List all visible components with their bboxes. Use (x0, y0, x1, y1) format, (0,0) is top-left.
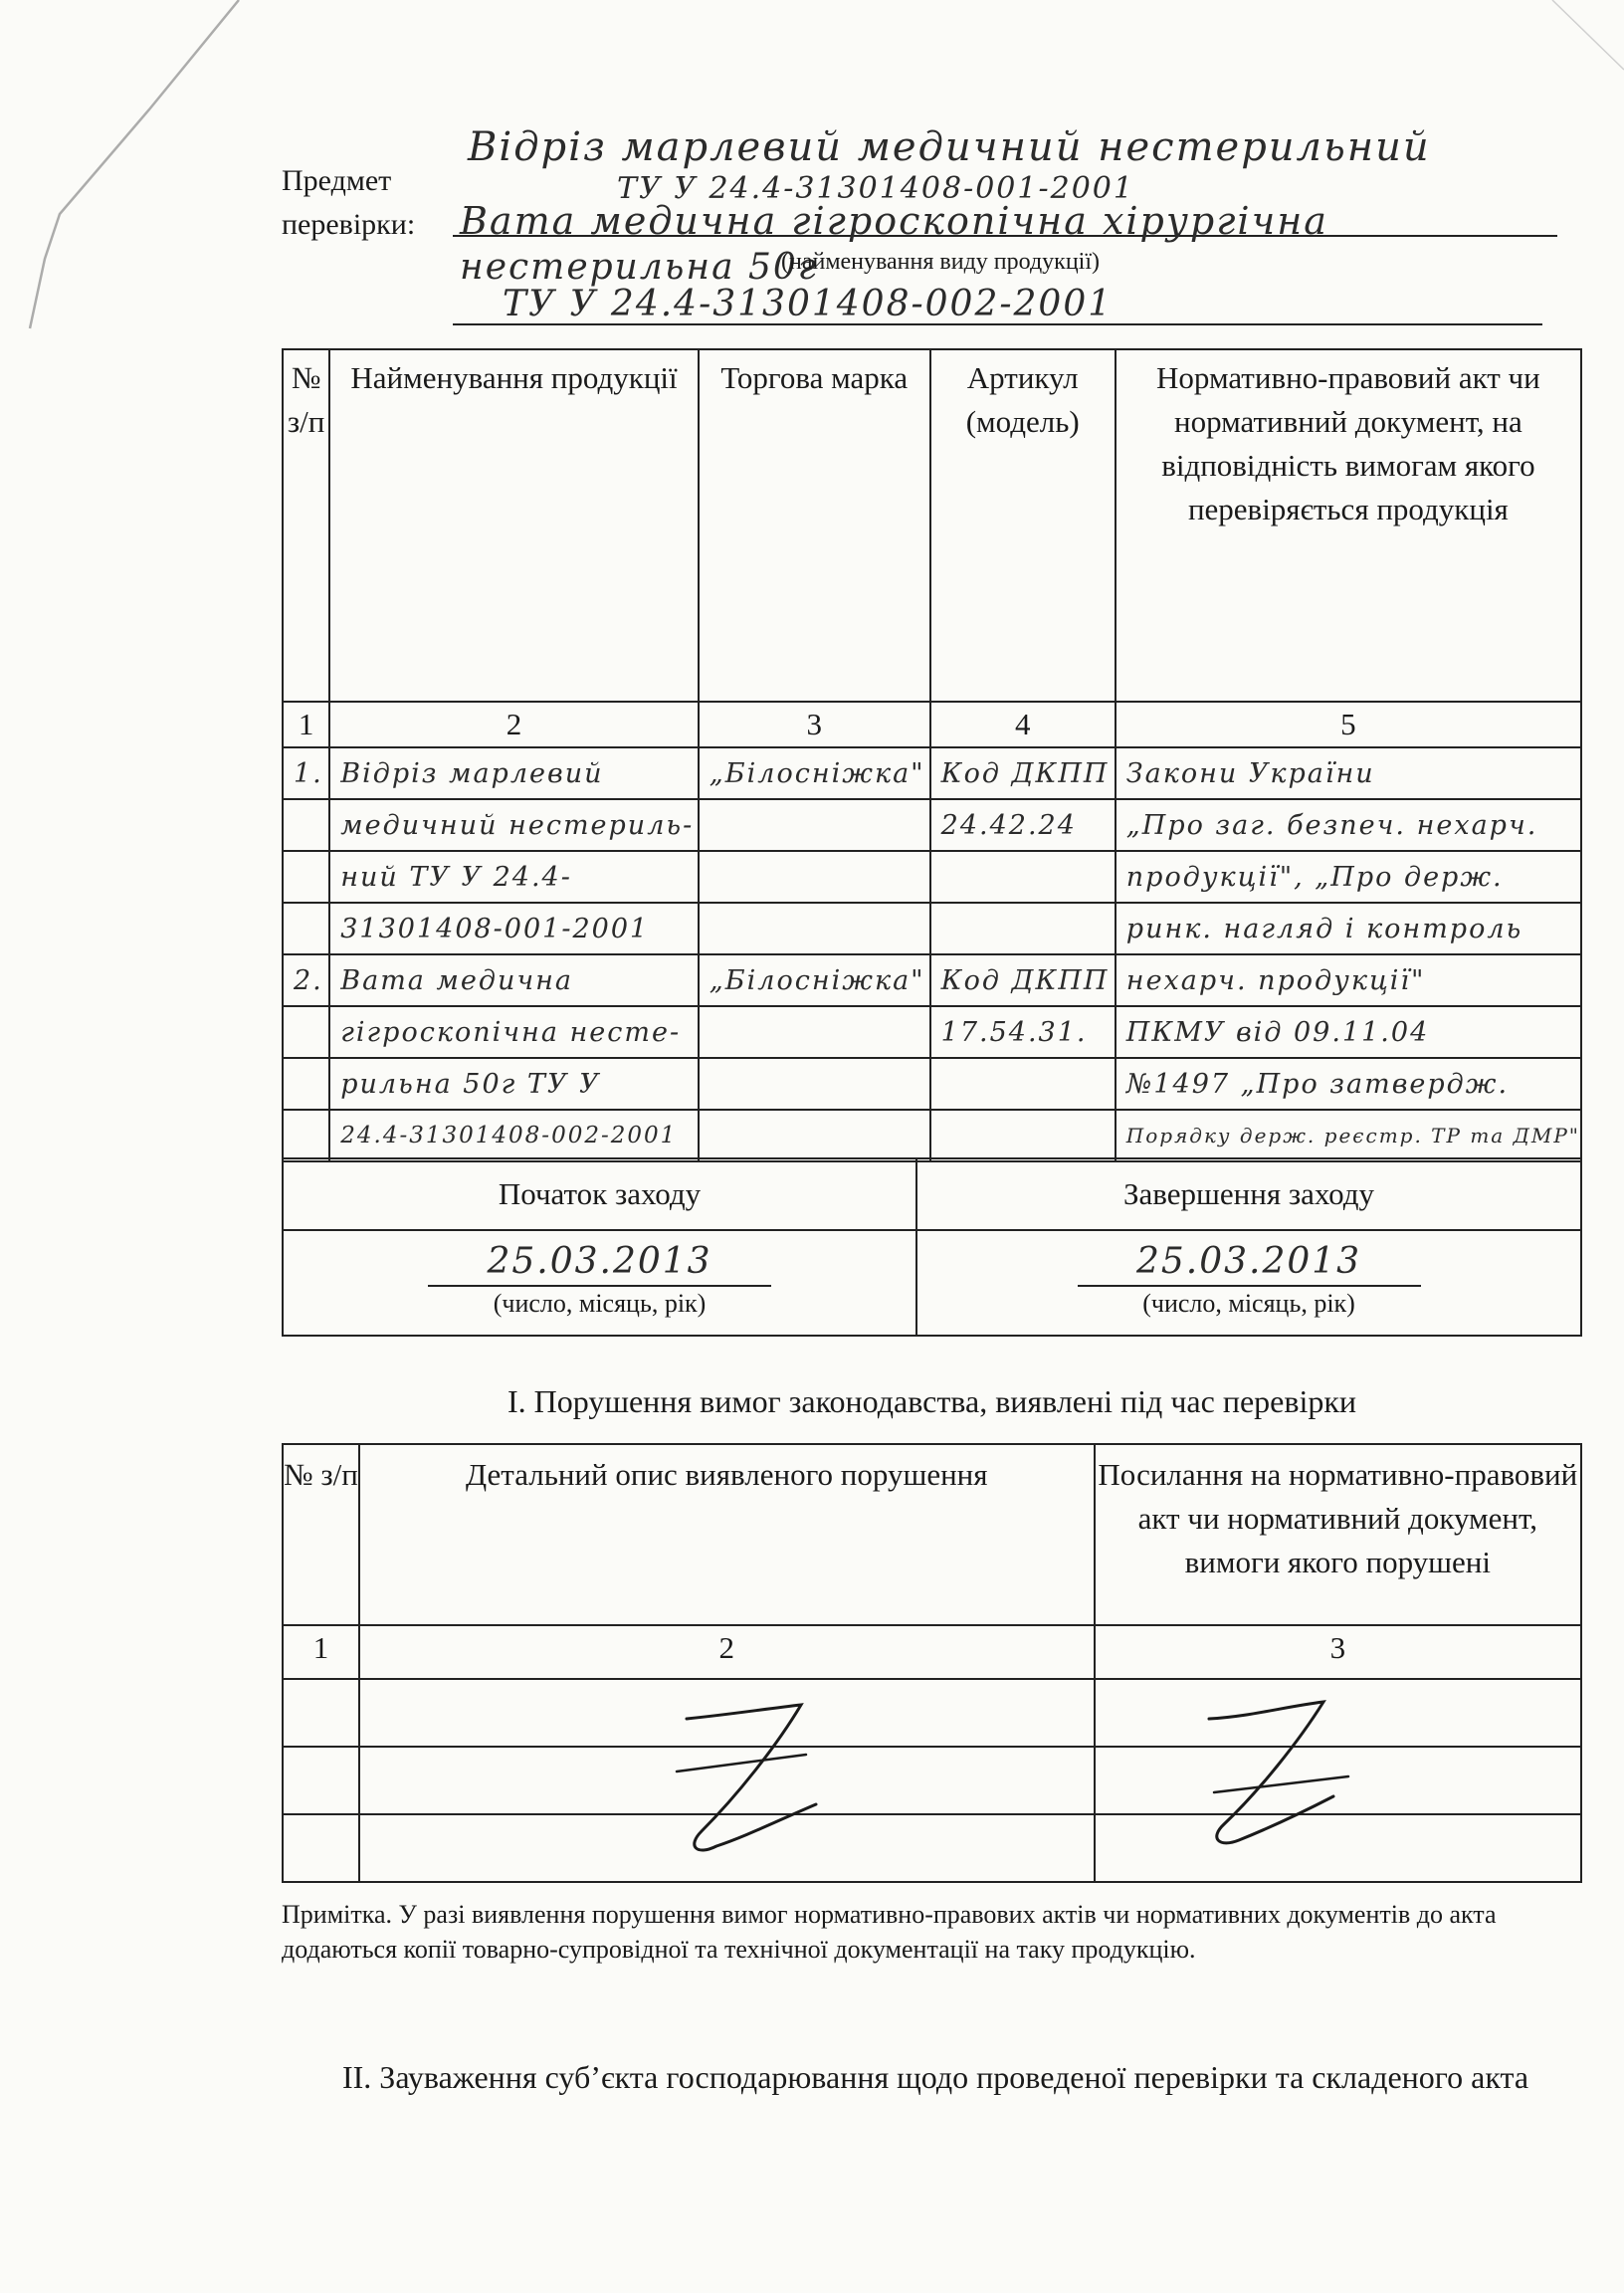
cell-product-name: Вата медична (329, 954, 699, 1006)
cell-article (930, 1110, 1116, 1161)
table-row (283, 799, 1581, 851)
cell-product-name: 24.4-31301408-002-2001 (329, 1110, 699, 1161)
column-number: 1 (283, 1625, 359, 1679)
header-number: № з/п (283, 1444, 359, 1625)
column-number: 4 (930, 702, 1116, 747)
cell-number (283, 851, 329, 903)
cell-normative-doc: ринк. нагляд і контроль (1116, 903, 1581, 954)
cell-trademark (699, 1110, 930, 1161)
subject-underline-2 (453, 323, 1542, 325)
violations-table (282, 1443, 1582, 1883)
subject-label (282, 159, 415, 247)
cell-article: Код ДКПП (930, 954, 1116, 1006)
column-number: 2 (359, 1625, 1095, 1679)
products-table (282, 348, 1582, 1162)
end-date-caption: (число, місяць, рік) (1142, 1289, 1355, 1318)
cell-product-name: ний ТУ У 24.4- (329, 851, 699, 903)
table-row (283, 954, 1581, 1006)
cell-number (283, 799, 329, 851)
header-trademark: Торгова марка (699, 349, 930, 702)
cell-article (930, 903, 1116, 954)
header-number: № з/п (283, 349, 329, 702)
table-row (283, 1006, 1581, 1058)
column-number: 1 (283, 702, 329, 747)
cell-trademark: „Білосніжка" (699, 747, 930, 799)
start-date-cell (283, 1230, 916, 1336)
header-product-name: Найменування продукції (329, 349, 699, 702)
cell-trademark (699, 799, 930, 851)
cell-normative-doc: Закони України (1116, 747, 1581, 799)
cell-number: 1. (283, 747, 329, 799)
cell-trademark: „Білосніжка" (699, 954, 930, 1006)
subject-handwritten-line-2: ТУ У 24.4-31301408-001-2001 (617, 171, 1134, 206)
end-date: 25.03.2013 (1078, 1239, 1421, 1287)
cell-normative-doc: Порядку держ. реєстр. ТР та ДМР" (1116, 1110, 1581, 1161)
cell-number (283, 903, 329, 954)
cell-number (283, 1110, 329, 1161)
cell-article (930, 1058, 1116, 1110)
table-row (283, 747, 1581, 799)
header-normative-reference: Посилання на нормативно-правовий акт чи нормативний документ, вимоги якого порушені (1095, 1444, 1581, 1625)
header-violation-description: Детальний опис виявленого порушення (359, 1444, 1095, 1625)
cell-normative-doc: нехарч. продукції" (1116, 954, 1581, 1006)
cell-trademark (699, 1006, 930, 1058)
subject-caption: (найменування виду продукції) (781, 249, 1100, 275)
strike-mark-reference (1174, 1697, 1363, 1876)
cell-article: 17.54.31. (930, 1006, 1116, 1058)
table-row (283, 1814, 1581, 1882)
cell-trademark (699, 1058, 930, 1110)
cell-product-name: рильна 50г ТУ У (329, 1058, 699, 1110)
column-number: 2 (329, 702, 699, 747)
cell-normative-doc: „Про заг. безпеч. нехарч. (1116, 799, 1581, 851)
subject-handwritten-line-5: ТУ У 24.4-31301408-002-2001 (503, 284, 1114, 324)
table-row (283, 1058, 1581, 1110)
header-normative-doc: Нормативно-правовий акт чи нормативний документ, на відповідність вимогам якого перевіряється продукція (1116, 349, 1581, 702)
subject-handwritten-line-3: Вата медична гігроскопічна хірургічна (460, 199, 1328, 243)
strike-mark-description (657, 1697, 856, 1876)
table-row (283, 1747, 1581, 1814)
cell-article (930, 851, 1116, 903)
cell-article: Код ДКПП (930, 747, 1116, 799)
start-header: Початок заходу (283, 1158, 916, 1230)
cell-normative-doc: ПКМУ від 09.11.04 (1116, 1006, 1581, 1058)
note-text: Примітка. У разі виявлення порушення вимог нормативно-правових актів чи нормативних документів до акта додаються копії товарно-супровідної та технічної документації на таку продукцію. (282, 1900, 1497, 1964)
end-header: Завершення заходу (916, 1158, 1581, 1230)
cell-normative-doc: продукції", „Про держ. (1116, 851, 1581, 903)
table-row (283, 1110, 1581, 1161)
violations-heading: І. Порушення вимог законодавства, виявлені під час перевірки (507, 1383, 1357, 1419)
cell-number: 2. (283, 954, 329, 1006)
cell-trademark (699, 851, 930, 903)
start-date-caption: (число, місяць, рік) (493, 1289, 707, 1318)
remarks-heading: ІІ. Зауваження суб’єкта господарювання щодо проведеної перевірки та складеного акта (341, 2059, 1529, 2095)
subject-label-line2: перевірки: (282, 208, 416, 241)
column-number: 5 (1116, 702, 1581, 747)
cell-product-name: Відріз марлевий (329, 747, 699, 799)
cell-article: 24.42.24 (930, 799, 1116, 851)
column-number: 3 (1095, 1625, 1581, 1679)
cell-trademark (699, 903, 930, 954)
table-row (283, 1679, 1581, 1747)
cell-number (283, 1058, 329, 1110)
cell-number (283, 1006, 329, 1058)
end-date-cell (916, 1230, 1581, 1336)
subject-handwritten-line-4: нестерильна 50г (460, 247, 818, 288)
header-article: Артикул (модель) (930, 349, 1116, 702)
column-number: 3 (699, 702, 930, 747)
table-row (283, 851, 1581, 903)
table-row (283, 903, 1581, 954)
start-date: 25.03.2013 (428, 1239, 771, 1287)
dates-table (282, 1157, 1582, 1337)
cell-product-name: 31301408-001-2001 (329, 903, 699, 954)
subject-label-line1: Предмет (282, 164, 392, 197)
cell-product-name: медичний нестериль- (329, 799, 699, 851)
cell-product-name: гігроскопічна несте- (329, 1006, 699, 1058)
cell-normative-doc: №1497 „Про затвердж. (1116, 1058, 1581, 1110)
subject-handwritten-line-1: Відріз марлевий медичний нестерильний (468, 124, 1431, 170)
